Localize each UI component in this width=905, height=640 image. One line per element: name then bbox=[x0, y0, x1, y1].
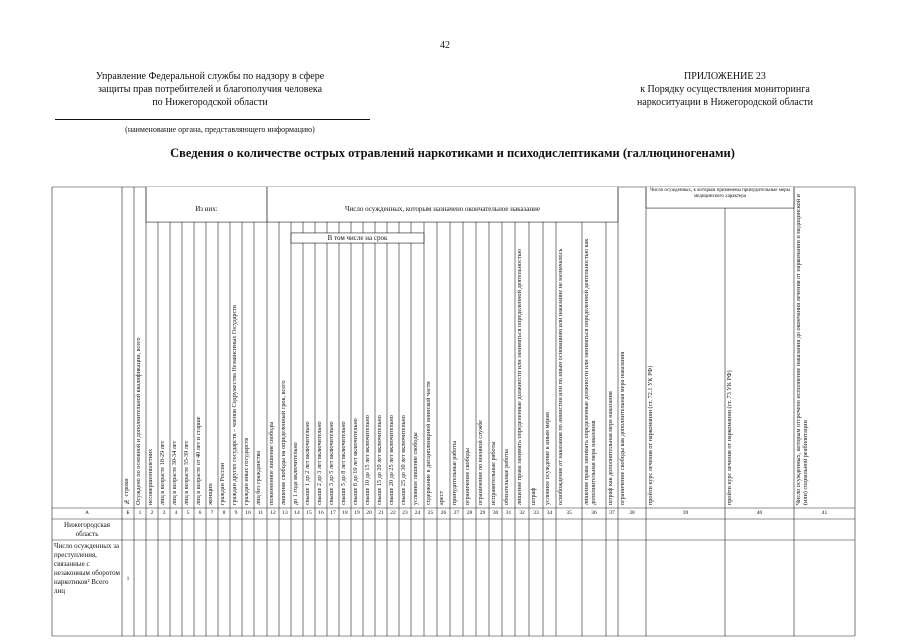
group-header-compulsory: Число осужденных, к которым применены принудительные меры медицинского характера bbox=[650, 188, 790, 199]
col-number: 20 bbox=[366, 510, 372, 516]
col-number: 3 bbox=[162, 510, 166, 516]
col-header-32: лишение права занимать определенные должности или заниматься определенной деятельностью bbox=[516, 248, 523, 505]
col-header-39: пройти курс лечения от наркомании (ст. 72.1 УК РФ) bbox=[647, 365, 654, 505]
col-number: 21 bbox=[378, 510, 384, 516]
col-number: 27 bbox=[453, 510, 460, 516]
col-number: 29 bbox=[479, 510, 486, 516]
appendix-line-1: ПРИЛОЖЕНИЕ 23 bbox=[684, 71, 766, 82]
col-number: 16 bbox=[318, 510, 324, 516]
col-header-35: освобождение от наказания по амнистии или по иным основаниям или наказание не назначалось bbox=[557, 248, 564, 505]
report-title: Сведения о количестве острых отравлений наркотиками и психодислептиками (галлюциногенами) bbox=[170, 146, 735, 160]
col-header-22: свыше 20 до 25 лет включительно bbox=[388, 415, 395, 505]
col-header-21: свыше 15 до 20 лет включительно bbox=[376, 415, 383, 505]
appendix-line-3: наркоситуации в Нижегородской области bbox=[636, 97, 813, 108]
row-label-region: Нижегородская область bbox=[64, 521, 110, 538]
col-header-38: ограничение свободы как дополнительная мера наказания bbox=[619, 351, 626, 505]
col-header-3: лиц в возрасте 18-29 лет bbox=[159, 440, 166, 505]
col-number: 38 bbox=[629, 510, 635, 516]
col-header-20: свыше 10 до 15 лет включительно bbox=[364, 415, 371, 505]
col-number: 19 bbox=[354, 510, 360, 516]
col-number: 11 bbox=[257, 510, 264, 516]
col-number: 30 bbox=[492, 510, 499, 516]
col-number: 2 bbox=[150, 510, 154, 516]
col-header-41: Число осужденных, которым отсрочено исполнение наказания до окончания лечения от наркомании и медицинской и (или) социальной реабилитации bbox=[795, 194, 809, 505]
col-number: 31 bbox=[505, 510, 512, 516]
col-header-12: пожизненное лишение свободы bbox=[268, 421, 275, 505]
group-header-of-them: Из них: bbox=[195, 205, 218, 213]
col-number: 25 bbox=[427, 510, 434, 516]
col-header-10: граждан иных государств bbox=[243, 437, 250, 505]
col-header-8: граждан России bbox=[219, 462, 226, 505]
col-number: Б bbox=[126, 510, 130, 516]
col-number: 7 bbox=[210, 510, 214, 516]
col-number: 22 bbox=[390, 510, 396, 516]
col-header-36: лишение права занимать определенные должности или заниматься определенной деятельностью как дополнительная мера наказания bbox=[583, 238, 597, 505]
col-number: 36 bbox=[591, 510, 597, 516]
col-number: 40 bbox=[756, 510, 763, 516]
col-header-16: свыше 2 до 3 лет включительно bbox=[316, 421, 323, 505]
col-number: 34 bbox=[546, 510, 553, 516]
col-number: 10 bbox=[245, 510, 251, 516]
col-number: 37 bbox=[609, 510, 615, 516]
org-caption: (наименование органа, представляющего информацию) bbox=[125, 125, 315, 134]
col-number: 12 bbox=[270, 510, 276, 516]
col-header-14: до 1 года включительно bbox=[292, 442, 299, 505]
col-number: 8 bbox=[222, 510, 226, 516]
col-header-7: женщин bbox=[207, 483, 214, 505]
col-number: 13 bbox=[282, 510, 288, 516]
org-line-3: по Нижегородской области bbox=[152, 97, 268, 108]
col-header-23: свыше 25 до 30 лет включительно bbox=[400, 415, 407, 505]
col-number: 39 bbox=[682, 510, 689, 516]
col-header-29: ограничение по военной службе bbox=[477, 419, 484, 505]
col-header-1: Осуждено по основной и дополнительной квалификации, всего bbox=[135, 337, 142, 505]
col-header-15: свыше 1 до 2 лет включительно bbox=[304, 421, 311, 505]
col-header-17: свыше 3 до 5 лет включительно bbox=[328, 421, 335, 505]
row-label-total: Число осужденных за преступления, связанные с незаконным оборотом наркотиков² Всего лиц bbox=[54, 542, 120, 595]
col-header-26: арест bbox=[438, 490, 445, 505]
col-number: 5 bbox=[186, 510, 190, 516]
col-header-24: условное лишение свободы bbox=[412, 432, 419, 505]
col-number: 15 bbox=[306, 510, 312, 516]
col-number: 23 bbox=[402, 510, 408, 516]
col-header-28: ограничение свободы bbox=[464, 448, 471, 505]
col-header-37: штраф как дополнительная мера наказания bbox=[607, 391, 614, 505]
col-number: А bbox=[85, 510, 89, 516]
org-line-2: защиты прав потребителей и благополучия человека bbox=[97, 84, 323, 95]
org-line-1: Управление Федеральной службы по надзору в сфере bbox=[95, 71, 325, 82]
col-header-2: несовершеннолетних bbox=[147, 448, 154, 505]
col-header-31: обязательные работы bbox=[503, 449, 510, 505]
col-number: 14 bbox=[294, 510, 300, 516]
col-number: 35 bbox=[566, 510, 572, 516]
col-number: 32 bbox=[519, 510, 525, 516]
row-line-number: 1 bbox=[126, 576, 130, 582]
col-number: 18 bbox=[342, 510, 348, 516]
col-header-0: № строки bbox=[123, 478, 130, 505]
col-number: 17 bbox=[330, 510, 336, 516]
col-number: 28 bbox=[466, 510, 473, 516]
col-number: 41 bbox=[821, 510, 828, 516]
col-number: 4 bbox=[174, 510, 178, 516]
group-header-sentenced: Число осужденных, которым назначено окончательное наказание bbox=[344, 205, 541, 213]
col-number: 6 bbox=[198, 510, 202, 516]
col-header-34: условное осуждение к иным мерам bbox=[544, 412, 551, 505]
col-number: 9 bbox=[234, 510, 238, 516]
col-header-6: лиц в возрасте от 40 лет и старше bbox=[195, 416, 202, 505]
col-header-19: свыше 8 до 10 лет включительно bbox=[352, 418, 359, 505]
col-header-4: лиц в возрасте 30-34 лет bbox=[171, 440, 178, 505]
page-number: 42 bbox=[440, 40, 450, 51]
col-header-13: лишение свободы на определенный срок, всего bbox=[280, 380, 287, 505]
col-header-33: штраф bbox=[530, 487, 537, 505]
col-number: 1 bbox=[138, 510, 142, 516]
col-header-30: исправительные работы bbox=[490, 441, 497, 505]
col-number: 26 bbox=[440, 510, 447, 516]
col-header-40: пройти курс лечения от наркомании (ст. 73 УК РФ) bbox=[726, 370, 733, 505]
col-number: 33 bbox=[533, 510, 539, 516]
col-header-11: лиц без гражданства bbox=[255, 450, 262, 505]
appendix-line-2: к Порядку осуществления мониторинга bbox=[640, 84, 810, 95]
group-header-term: В том числе на срок bbox=[327, 234, 388, 242]
col-number: 24 bbox=[414, 510, 421, 516]
col-header-27: принудительные работы bbox=[451, 440, 458, 505]
col-header-18: свыше 5 до 8 лет включительно bbox=[340, 421, 347, 505]
col-header-9: граждан других государств – членов Содружества Независимых Государств bbox=[231, 305, 238, 505]
col-header-5: лиц в возрасте 35-39 лет bbox=[183, 440, 190, 505]
col-header-25: содержание в дисциплинарной воинской части bbox=[425, 381, 432, 505]
